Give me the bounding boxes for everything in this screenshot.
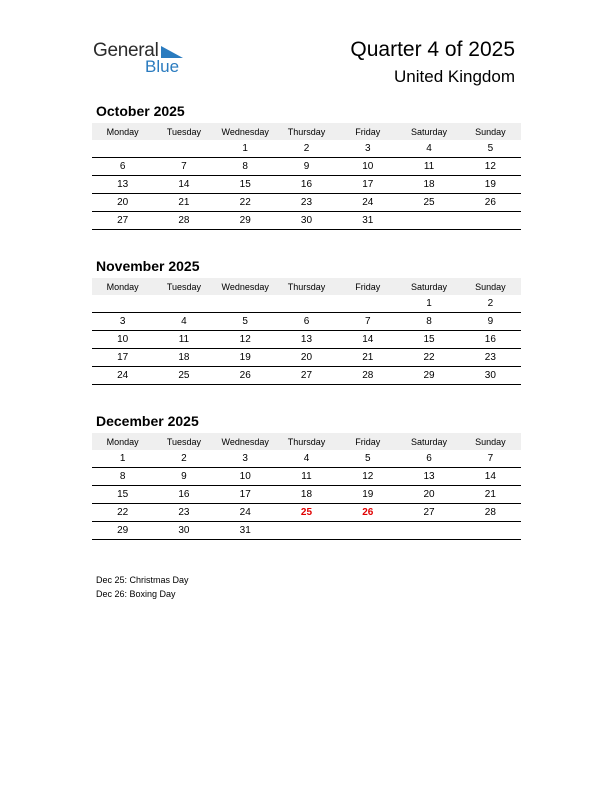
day-cell: 9: [276, 158, 337, 176]
day-cell: 26: [215, 367, 276, 385]
day-cell: 29: [398, 367, 459, 385]
week-row: [92, 468, 521, 486]
day-cell: 10: [337, 158, 398, 176]
day-cell: 20: [92, 194, 153, 212]
day-cell: 16: [153, 486, 214, 504]
calendar-table: [92, 433, 521, 540]
week-row: [92, 349, 521, 367]
day-cell: 19: [215, 349, 276, 367]
day-cell: 19: [460, 176, 521, 194]
weekday-header: Monday: [92, 123, 153, 140]
day-cell: 20: [276, 349, 337, 367]
day-cell: 18: [153, 349, 214, 367]
day-cell: 23: [153, 504, 214, 522]
day-cell: 17: [337, 176, 398, 194]
day-cell: 7: [460, 450, 521, 468]
day-cell: 27: [92, 212, 153, 230]
holiday-note: Dec 25: Christmas Day: [96, 575, 189, 585]
holiday-day-cell: 25: [276, 504, 337, 522]
weekday-header: Friday: [337, 278, 398, 295]
empty-day-cell: [92, 295, 153, 313]
logo: [93, 40, 193, 80]
day-cell: 22: [398, 349, 459, 367]
day-cell: 2: [460, 295, 521, 313]
weekday-header-row: [92, 278, 521, 295]
weekday-header-row: [92, 123, 521, 140]
day-cell: 3: [92, 313, 153, 331]
weekday-header: Friday: [337, 433, 398, 450]
weekday-header: Monday: [92, 433, 153, 450]
weekday-header: Thursday: [276, 433, 337, 450]
day-cell: 15: [398, 331, 459, 349]
week-row: [92, 504, 521, 522]
week-row: [92, 522, 521, 540]
page-title: Quarter 4 of 2025: [350, 38, 515, 61]
week-row: [92, 331, 521, 349]
day-cell: 15: [92, 486, 153, 504]
week-row: [92, 158, 521, 176]
weekday-header: Sunday: [460, 278, 521, 295]
day-cell: 22: [92, 504, 153, 522]
calendar-table: [92, 123, 521, 230]
day-cell: 1: [398, 295, 459, 313]
week-row: [92, 176, 521, 194]
holiday-day-cell: 26: [337, 504, 398, 522]
day-cell: 6: [92, 158, 153, 176]
week-row: [92, 313, 521, 331]
empty-day-cell: [337, 522, 398, 540]
weekday-header-row: [92, 433, 521, 450]
day-cell: 11: [398, 158, 459, 176]
day-cell: 22: [215, 194, 276, 212]
day-cell: 31: [337, 212, 398, 230]
day-cell: 28: [460, 504, 521, 522]
day-cell: 1: [92, 450, 153, 468]
day-cell: 25: [398, 194, 459, 212]
day-cell: 21: [153, 194, 214, 212]
day-cell: 26: [460, 194, 521, 212]
day-cell: 5: [460, 140, 521, 158]
week-row: [92, 212, 521, 230]
day-cell: 24: [215, 504, 276, 522]
day-cell: 29: [92, 522, 153, 540]
week-row: [92, 450, 521, 468]
empty-day-cell: [153, 295, 214, 313]
day-cell: 25: [153, 367, 214, 385]
weekday-header: Sunday: [460, 123, 521, 140]
day-cell: 8: [92, 468, 153, 486]
day-cell: 10: [92, 331, 153, 349]
day-cell: 4: [276, 450, 337, 468]
day-cell: 18: [276, 486, 337, 504]
day-cell: 15: [215, 176, 276, 194]
day-cell: 5: [215, 313, 276, 331]
day-cell: 12: [460, 158, 521, 176]
day-cell: 23: [460, 349, 521, 367]
weekday-header: Monday: [92, 278, 153, 295]
day-cell: 13: [92, 176, 153, 194]
day-cell: 30: [460, 367, 521, 385]
empty-day-cell: [153, 140, 214, 158]
day-cell: 27: [276, 367, 337, 385]
day-cell: 29: [215, 212, 276, 230]
day-cell: 24: [92, 367, 153, 385]
day-cell: 3: [337, 140, 398, 158]
week-row: [92, 194, 521, 212]
day-cell: 11: [153, 331, 214, 349]
month-october: [92, 103, 521, 230]
day-cell: 11: [276, 468, 337, 486]
weekday-header: Wednesday: [215, 278, 276, 295]
day-cell: 5: [337, 450, 398, 468]
day-cell: 21: [460, 486, 521, 504]
day-cell: 6: [276, 313, 337, 331]
week-row: [92, 140, 521, 158]
day-cell: 28: [153, 212, 214, 230]
day-cell: 18: [398, 176, 459, 194]
weekday-header: Wednesday: [215, 433, 276, 450]
week-row: [92, 295, 521, 313]
month-title: December 2025: [96, 413, 199, 429]
day-cell: 14: [337, 331, 398, 349]
day-cell: 6: [398, 450, 459, 468]
day-cell: 20: [398, 486, 459, 504]
empty-day-cell: [337, 295, 398, 313]
day-cell: 8: [215, 158, 276, 176]
week-row: [92, 486, 521, 504]
day-cell: 3: [215, 450, 276, 468]
day-cell: 7: [153, 158, 214, 176]
day-cell: 12: [215, 331, 276, 349]
day-cell: 13: [398, 468, 459, 486]
month-title: November 2025: [96, 258, 200, 274]
day-cell: 17: [92, 349, 153, 367]
weekday-header: Thursday: [276, 123, 337, 140]
day-cell: 30: [153, 522, 214, 540]
day-cell: 9: [460, 313, 521, 331]
day-cell: 31: [215, 522, 276, 540]
day-cell: 16: [276, 176, 337, 194]
day-cell: 14: [153, 176, 214, 194]
day-cell: 28: [337, 367, 398, 385]
day-cell: 21: [337, 349, 398, 367]
day-cell: 24: [337, 194, 398, 212]
day-cell: 10: [215, 468, 276, 486]
day-cell: 1: [215, 140, 276, 158]
day-cell: 16: [460, 331, 521, 349]
day-cell: 2: [153, 450, 214, 468]
day-cell: 7: [337, 313, 398, 331]
empty-day-cell: [398, 212, 459, 230]
day-cell: 4: [153, 313, 214, 331]
empty-day-cell: [276, 295, 337, 313]
weekday-header: Tuesday: [153, 278, 214, 295]
day-cell: 19: [337, 486, 398, 504]
day-cell: 4: [398, 140, 459, 158]
week-row: [92, 367, 521, 385]
weekday-header: Sunday: [460, 433, 521, 450]
empty-day-cell: [460, 522, 521, 540]
day-cell: 2: [276, 140, 337, 158]
weekday-header: Saturday: [398, 123, 459, 140]
month-title: October 2025: [96, 103, 185, 119]
empty-day-cell: [276, 522, 337, 540]
day-cell: 23: [276, 194, 337, 212]
logo-blue-text: Blue: [145, 57, 180, 76]
logo-general-text: General: [93, 40, 159, 61]
empty-day-cell: [215, 295, 276, 313]
empty-day-cell: [460, 212, 521, 230]
month-december: [92, 413, 521, 540]
day-cell: 30: [276, 212, 337, 230]
day-cell: 13: [276, 331, 337, 349]
day-cell: 27: [398, 504, 459, 522]
weekday-header: Saturday: [398, 433, 459, 450]
weekday-header: Wednesday: [215, 123, 276, 140]
empty-day-cell: [92, 140, 153, 158]
month-november: [92, 258, 521, 385]
empty-day-cell: [398, 522, 459, 540]
weekday-header: Friday: [337, 123, 398, 140]
weekday-header: Thursday: [276, 278, 337, 295]
day-cell: 8: [398, 313, 459, 331]
holiday-note: Dec 26: Boxing Day: [96, 589, 176, 599]
day-cell: 9: [153, 468, 214, 486]
holiday-notes: [96, 573, 189, 601]
calendar-table: [92, 278, 521, 385]
page-subtitle: United Kingdom: [394, 67, 515, 86]
day-cell: 12: [337, 468, 398, 486]
weekday-header: Tuesday: [153, 123, 214, 140]
day-cell: 17: [215, 486, 276, 504]
weekday-header: Saturday: [398, 278, 459, 295]
weekday-header: Tuesday: [153, 433, 214, 450]
day-cell: 14: [460, 468, 521, 486]
